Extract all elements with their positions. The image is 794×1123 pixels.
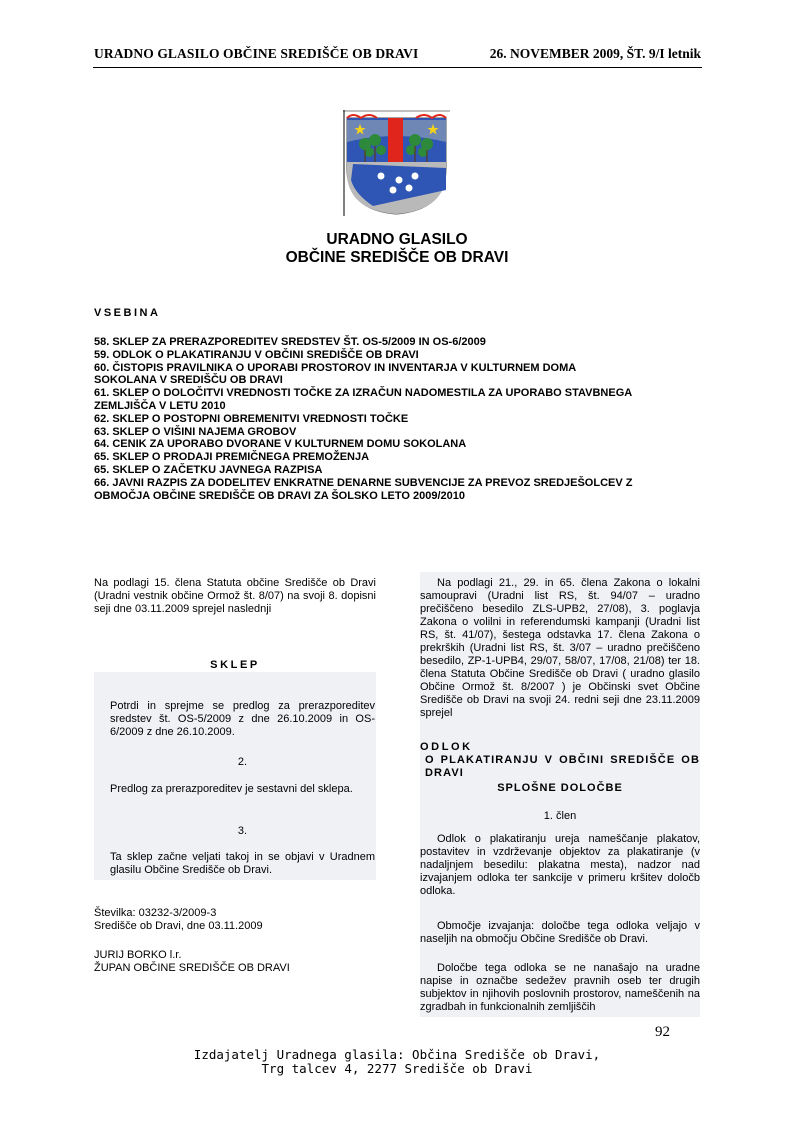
odlok-title: O PLAKATIRANJU V OBČINI SREDIŠČE OB DRAVI <box>425 754 700 779</box>
signer-title: ŽUPAN OBČINE SREDIŠČE OB DRAVI <box>94 962 290 974</box>
contents-list <box>94 336 706 502</box>
contents-item[interactable]: SOKOLANA V SREDIŠČU OB DRAVI <box>94 374 283 387</box>
section-heading: SPLOŠNE DOLOČBE <box>497 782 623 794</box>
publisher-footer <box>0 1048 794 1076</box>
odlok-heading: ODLOK <box>420 741 473 753</box>
contents-item[interactable]: 63. SKLEP O VIŠINI NAJEMA GROBOV <box>94 425 297 438</box>
contents-item[interactable]: ZEMLJIŠČA V LETU 2010 <box>94 399 226 412</box>
article-1-para2: Območje izvajanja: določbe tega odloka veljajo v naseljih na območju Občine Središče ob Dravi. <box>420 920 700 945</box>
footer-line2: Trg talcev 4, 2277 Središče ob Dravi <box>261 1061 533 1076</box>
document-number: Številka: 03232-3/2009-3 <box>94 907 217 919</box>
sklep-article-2: 2. <box>237 756 248 768</box>
gazette-title-line1: URADNO GLASILO <box>326 231 468 248</box>
sklep-intro: Na podlagi 15. člena Statuta občine Središče ob Dravi (Uradni vestnik občine Ormož št. 8/07) na svoji 8. dopisni seji dne 03.11.2009 sprejel naslednji <box>94 577 376 615</box>
odlok-intro: Na podlagi 21., 29. in 65. člena Zakona o lokalni samoupravi (Uradni list RS, št. 94/07 – uradno prečiščeno besedilo ZLS-UPB2, 27/08), 3. poglavja Zakona o volilni in referendumski kampanji (Uradni list RS, št. 41/07), šestega odstavka 17. člena Zakona o prekrških (Uradni list RS, št. 3/07 – uradno prečiščeno besedilo, ZP-1-UPB4, 29/07, 58/07, 17/08, 21/08) ter 18. člena Statuta Občine Središče ob Dravi ( uradno glasilo Občine Ormož št. 8/2007 ) je Občinski svet Občine Središče ob Dravi na svoji 24. redni seji dne 23.11.2009 sprejel <box>420 577 700 719</box>
article-1-heading: 1. člen <box>543 810 577 822</box>
article-1-para3: Določbe tega odloka se ne nanašajo na uradne napise in označbe sedežev pravnih oseb ter drugih subjektov in njihovih poslovnih prostorov, nameščenih na zgradbah in funkcionalnih zemljiščih <box>420 962 700 1013</box>
sklep-para2: Predlog za prerazporeditev je sestavni del sklepa. <box>110 783 353 795</box>
contents-item[interactable]: 59. ODLOK O PLAKATIRANJU V OBČINI SREDIŠČE OB DRAVI <box>94 348 419 361</box>
coat-of-arms-icon <box>343 110 450 216</box>
contents-item[interactable]: 66. JAVNI RAZPIS ZA DODELITEV ENKRATNE DENARNE SUBVENCIJE ZA PREVOZ SREDJEŠOLCEV Z <box>94 476 633 489</box>
document-date: Središče ob Dravi, dne 03.11.2009 <box>94 920 263 932</box>
sklep-heading: SKLEP <box>210 659 260 671</box>
article-1-para1: Odlok o plakatiranju ureja nameščanje plakatov, postavitev in vzdrževanje objektov za plakatiranje (v nadaljnjem besedilu: plakatna mesta), nadzor nad izvajanjem odloka ter sankcije v primeru kršitev določb odloka. <box>420 833 700 897</box>
sklep-article-3: 3. <box>237 825 248 837</box>
signer-name: JURIJ BORKO l.r. <box>94 949 182 961</box>
sklep-para3: Ta sklep začne veljati takoj in se objavi v Uradnem glasilu Občine Središče ob Dravi. <box>110 851 375 876</box>
gazette-title-line2: OBČINE SREDIŠČE OB DRAVI <box>285 249 509 266</box>
contents-item[interactable]: 60. ČISTOPIS PRAVILNIKA O UPORABI PROSTOROV IN INVENTARJA V KULTURNEM DOMA <box>94 361 577 374</box>
running-header-issue: 26. NOVEMBER 2009, ŠT. 9/I letnik <box>489 46 701 61</box>
contents-item[interactable]: OBMOČJA OBČINE SREDIŠČE OB DRAVI ZA ŠOLSKO LETO 2009/2010 <box>94 489 466 502</box>
running-header-title: URADNO GLASILO OBČINE SREDIŠČE OB DRAVI <box>94 46 419 61</box>
contents-item[interactable]: 64. CENIK ZA UPORABO DVORANE V KULTURNEM DOMU SOKOLANA <box>94 438 467 451</box>
page-number: 92 <box>655 1024 670 1040</box>
contents-item[interactable]: 62. SKLEP O POSTOPNI OBREMENITVI VREDNOSTI TOČKE <box>94 412 409 425</box>
sklep-para1: Potrdi in sprejme se predlog za prerazporeditev sredstev št. OS-5/2009 z dne 26.10.2009 in OS-6/2009 z dne 26.10.2009. <box>110 700 375 738</box>
contents-item[interactable]: 65. SKLEP O ZAČETKU JAVNEGA RAZPISA <box>94 463 323 476</box>
footer-line1: Izdajatelj Uradnega glasila: Občina Središče ob Dravi, <box>193 1047 601 1062</box>
contents-item[interactable]: 65. SKLEP O PRODAJI PREMIČNEGA PREMOŽENJA <box>94 451 370 464</box>
contents-item[interactable]: 61. SKLEP O DOLOČITVI VREDNOSTI TOČKE ZA IZRAČUN NADOMESTILA ZA UPORABO STAVBNEGA <box>94 387 633 400</box>
header-rule <box>93 67 702 68</box>
contents-heading: VSEBINA <box>94 307 161 319</box>
contents-item[interactable]: 58. SKLEP ZA PRERAZPOREDITEV SREDSTEV ŠT. OS-5/2009 IN OS-6/2009 <box>94 336 486 348</box>
